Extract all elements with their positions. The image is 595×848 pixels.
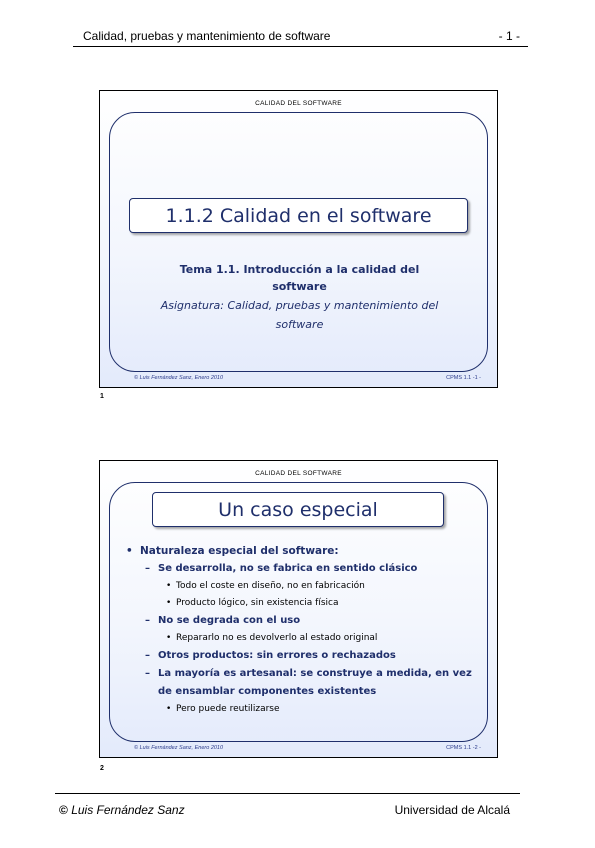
slide-number: 1: [100, 393, 104, 400]
slide-subtitle: [155, 261, 444, 334]
bullet-detail: • Pero puede reutilizarse: [126, 701, 476, 718]
slide-course-header: CALIDAD DEL SOFTWARE: [255, 470, 342, 477]
slide-1: [99, 90, 498, 388]
footer-author-name: Luis Fernández Sanz: [71, 803, 185, 817]
bullet-detail: • Producto lógico, sin existencia física: [126, 595, 476, 612]
bullet-detail: • Repararlo no es devolverlo al estado original: [126, 630, 476, 647]
bullet-item: • Naturaleza especial del software:: [126, 542, 476, 560]
bullet-subitem: – La mayoría es artesanal: se construye a medida, en vez de ensamblar componentes existentes: [126, 665, 476, 701]
slide-footer-author: © Luis Fernández Sanz, Enero 2010: [134, 375, 224, 381]
slide-number: 2: [100, 765, 104, 772]
slide-footer-code: CPMS 1.1 -2 -: [446, 745, 481, 751]
bullet-detail: • Todo el coste en diseño, no en fabricación: [126, 578, 476, 595]
slide-subject: Asignatura: Calidad, pruebas y mantenimiento del software: [160, 299, 439, 331]
slide-2: [99, 460, 498, 758]
bullet-list: [126, 542, 476, 718]
slide-footer-author: © Luis Fernández Sanz, Enero 2010: [134, 745, 224, 751]
bullet-subitem: – No se degrada con el uso: [126, 612, 476, 630]
slide-title: 1.1.2 Calidad en el software: [129, 198, 468, 233]
page-header: [73, 28, 528, 47]
document-title: Calidad, pruebas y mantenimiento de software: [83, 29, 331, 43]
bullet-subitem: – Se desarrolla, no se fabrica en sentido clásico: [126, 560, 476, 578]
slide-topic: Tema 1.1. Introducción a la calidad del software: [179, 263, 420, 293]
slide-footer-code: CPMS 1.1 -1 -: [446, 375, 481, 381]
page-number: - 1 -: [498, 29, 520, 43]
slide-course-header: CALIDAD DEL SOFTWARE: [255, 100, 342, 107]
footer-author: [59, 803, 185, 817]
copyright-symbol: ©: [59, 803, 68, 817]
bullet-subitem: – Otros productos: sin errores o rechazados: [126, 647, 476, 665]
page-footer: [55, 793, 520, 817]
slide-title: Un caso especial: [152, 492, 444, 527]
footer-university: Universidad de Alcalá: [394, 803, 510, 817]
